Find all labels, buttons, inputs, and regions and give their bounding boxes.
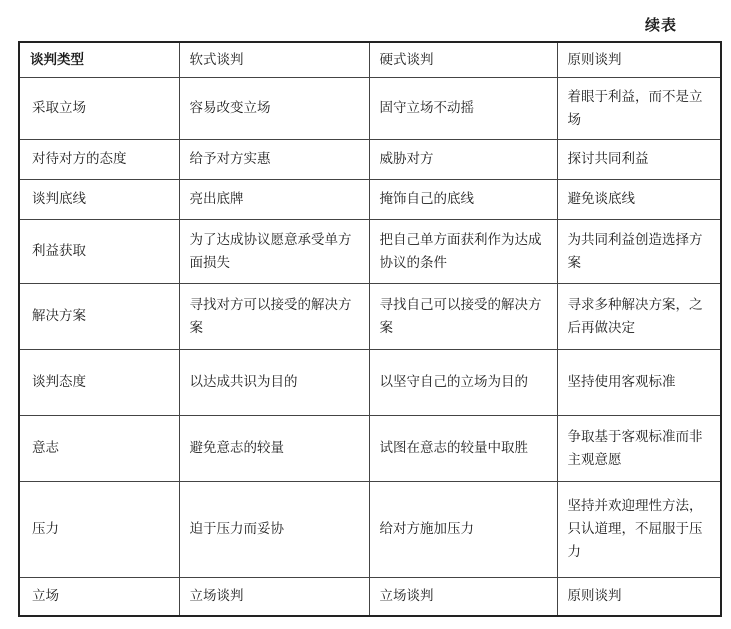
row-label: 意志 — [19, 416, 179, 482]
table-cell: 为共同利益创造选择方案 — [557, 220, 721, 284]
table-cell: 把自己单方面获利作为达成协议的条件 — [369, 220, 557, 284]
row-label: 立场 — [19, 578, 179, 616]
table-row — [19, 416, 721, 482]
header-cell-soft: 软式谈判 — [179, 42, 369, 78]
table-cell: 迫于压力而妥协 — [179, 482, 369, 578]
continued-label: 续表 — [645, 16, 678, 34]
table-cell: 坚持使用客观标准 — [557, 350, 721, 416]
negotiation-comparison-table — [18, 41, 722, 617]
table-row — [19, 180, 721, 220]
table-cell: 固守立场不动摇 — [369, 78, 557, 140]
row-label: 谈判态度 — [19, 350, 179, 416]
table-cell: 威胁对方 — [369, 140, 557, 180]
header-cell-principled: 原则谈判 — [557, 42, 721, 78]
row-label: 谈判底线 — [19, 180, 179, 220]
table-cell: 试图在意志的较量中取胜 — [369, 416, 557, 482]
table-cell: 以坚守自己的立场为目的 — [369, 350, 557, 416]
table-cell: 寻找自己可以接受的解决方案 — [369, 284, 557, 350]
table-row — [19, 284, 721, 350]
table-cell: 立场谈判 — [369, 578, 557, 616]
table-cell: 争取基于客观标准而非主观意愿 — [557, 416, 721, 482]
table-header-row — [19, 42, 721, 78]
table-row — [19, 220, 721, 284]
header-cell-type: 谈判类型 — [19, 42, 179, 78]
row-label: 压力 — [19, 482, 179, 578]
table-row — [19, 482, 721, 578]
table-cell: 寻求多种解决方案，之后再做决定 — [557, 284, 721, 350]
table-cell: 为了达成协议愿意承受单方面损失 — [179, 220, 369, 284]
table-row — [19, 78, 721, 140]
table-cell: 探讨共同利益 — [557, 140, 721, 180]
table-cell: 给予对方实惠 — [179, 140, 369, 180]
row-label: 解决方案 — [19, 284, 179, 350]
table-cell: 寻找对方可以接受的解决方案 — [179, 284, 369, 350]
table-cell: 避免意志的较量 — [179, 416, 369, 482]
row-label: 采取立场 — [19, 78, 179, 140]
table-cell: 掩饰自己的底线 — [369, 180, 557, 220]
table-cell: 以达成共识为目的 — [179, 350, 369, 416]
table-row — [19, 578, 721, 616]
table-cell: 亮出底牌 — [179, 180, 369, 220]
table-cell: 着眼于利益，而不是立场 — [557, 78, 721, 140]
table-cell: 坚持并欢迎理性方法，只认道理，不屈服于压力 — [557, 482, 721, 578]
table-cell: 容易改变立场 — [179, 78, 369, 140]
table-cell: 立场谈判 — [179, 578, 369, 616]
row-label: 对待对方的态度 — [19, 140, 179, 180]
table-cell: 给对方施加压力 — [369, 482, 557, 578]
table-row — [19, 350, 721, 416]
header-cell-hard: 硬式谈判 — [369, 42, 557, 78]
table-cell: 避免谈底线 — [557, 180, 721, 220]
table-row — [19, 140, 721, 180]
table-cell: 原则谈判 — [557, 578, 721, 616]
row-label: 利益获取 — [19, 220, 179, 284]
